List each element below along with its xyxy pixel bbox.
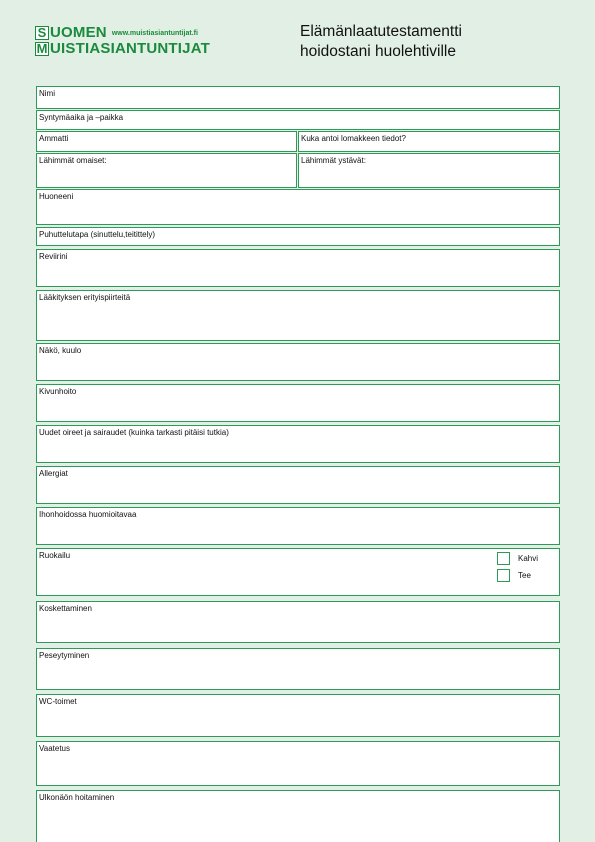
field-ammatti[interactable] xyxy=(36,131,297,152)
field-nimi[interactable] xyxy=(36,86,560,109)
field-label: Vaatetus xyxy=(39,744,70,753)
logo-letter-box: M xyxy=(36,41,48,56)
field-laakitys[interactable] xyxy=(36,290,560,341)
title-line-1: Elämänlaatutestamentti xyxy=(300,23,462,40)
field-label: Ihonhoidossa huomioitavaa xyxy=(39,510,137,519)
document-title xyxy=(300,22,540,62)
field-label: Allergiat xyxy=(39,469,68,478)
logo-url: www.muistiasiantuntijat.fi xyxy=(111,29,198,37)
field-label: Syntymäaika ja –paikka xyxy=(39,113,124,122)
field-ihonhoito[interactable] xyxy=(36,507,560,545)
field-label: Näkö, kuulo xyxy=(39,346,82,355)
field-nako-kuulo[interactable] xyxy=(36,343,560,381)
field-allergiat[interactable] xyxy=(36,466,560,504)
field-label: Kivunhoito xyxy=(39,387,77,396)
field-kivunhoito[interactable] xyxy=(36,384,560,422)
checkbox-kahvi[interactable] xyxy=(497,552,510,565)
field-uudet-oireet[interactable] xyxy=(36,425,560,463)
field-label: Koskettaminen xyxy=(39,604,92,613)
field-ulkonako[interactable] xyxy=(36,790,560,842)
logo-letter-box: S xyxy=(35,26,49,40)
field-peseytyminen[interactable] xyxy=(36,648,560,690)
field-label: Ammatti xyxy=(39,134,69,143)
title-line-2: hoidostani huolehtiville xyxy=(300,43,456,60)
field-label: Reviirini xyxy=(39,252,68,261)
checkbox-label: Kahvi xyxy=(518,554,539,563)
logo-row-bottom xyxy=(35,41,210,57)
checkbox-row-tee[interactable] xyxy=(497,569,531,582)
logo-word: UOMEN xyxy=(50,24,107,41)
field-syntymaaika[interactable] xyxy=(36,110,560,130)
checkbox-row-kahvi[interactable] xyxy=(497,552,538,565)
field-vaatetus[interactable] xyxy=(36,741,560,786)
logo-word: UISTIASIANTUNTIJAT xyxy=(50,40,210,57)
field-ystavat[interactable] xyxy=(298,153,560,188)
field-koskettaminen[interactable] xyxy=(36,601,560,643)
checkbox-label: Tee xyxy=(518,571,531,580)
field-label: Peseytyminen xyxy=(39,651,90,660)
field-reviirini[interactable] xyxy=(36,249,560,287)
field-puhuttelutapa[interactable] xyxy=(36,227,560,246)
field-ruokailu[interactable] xyxy=(36,548,560,596)
field-label: Puhuttelutapa (sinuttelu,teitittely) xyxy=(39,230,156,239)
field-label: Lähimmät ystävät: xyxy=(301,156,366,165)
field-label: Ruokailu xyxy=(39,551,71,560)
field-label: WC-toimet xyxy=(39,697,77,706)
checkbox-tee[interactable] xyxy=(497,569,510,582)
logo-row-top xyxy=(35,25,198,41)
field-label: Lääkityksen erityispiirteitä xyxy=(39,293,131,302)
field-omaiset[interactable] xyxy=(36,153,297,188)
field-label: Huoneeni xyxy=(39,192,74,201)
field-label: Nimi xyxy=(39,89,55,98)
field-huoneeni[interactable] xyxy=(36,189,560,225)
logo xyxy=(35,25,235,59)
field-label: Kuka antoi lomakkeen tiedot? xyxy=(301,134,406,143)
field-wc-toimet[interactable] xyxy=(36,694,560,737)
field-label: Uudet oireet ja sairaudet (kuinka tarkasti pitäisi tutkia) xyxy=(39,428,229,437)
field-label: Lähimmät omaiset: xyxy=(39,156,107,165)
field-label: Ulkonäön hoitaminen xyxy=(39,793,115,802)
field-kuka-antoi[interactable] xyxy=(298,131,560,152)
